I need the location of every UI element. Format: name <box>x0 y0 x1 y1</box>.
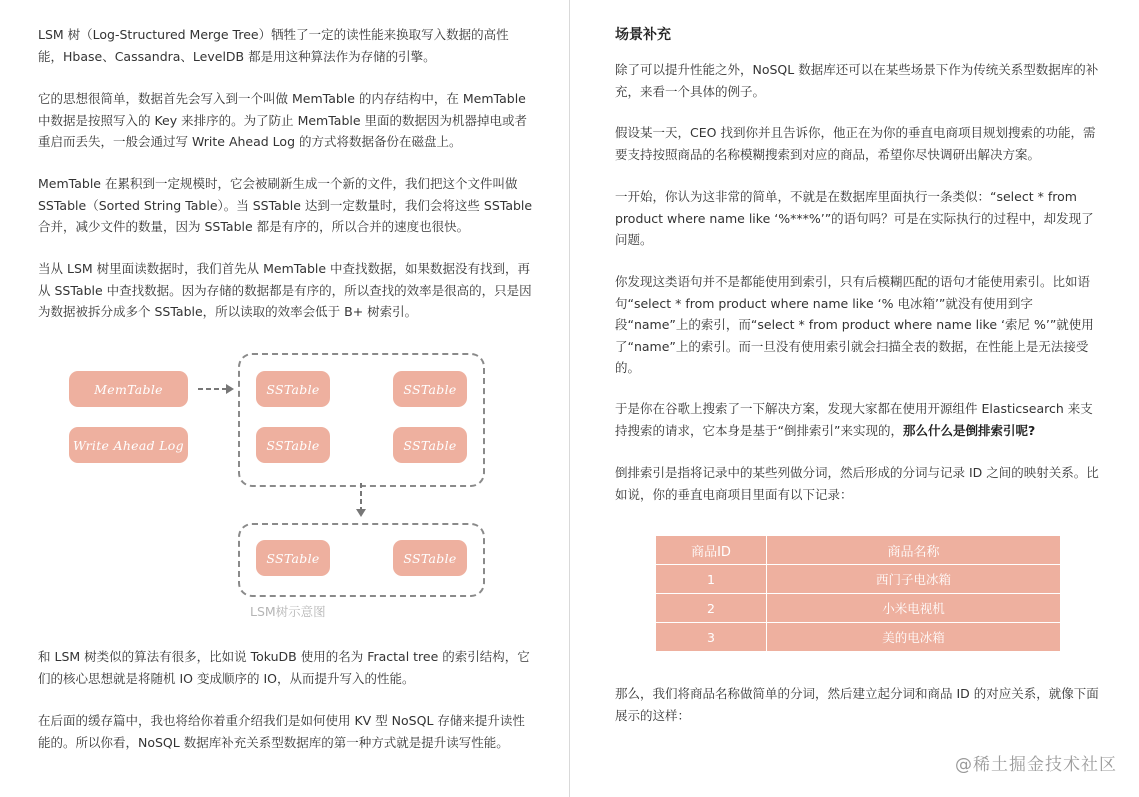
watermark: @稀土掘金技术社区 <box>955 755 1117 775</box>
left-page <box>0 0 569 797</box>
table-cell: 美的电冰箱 <box>767 623 1061 652</box>
table-cell: 西门子电冰箱 <box>767 565 1061 594</box>
arrow-right-icon <box>196 381 236 397</box>
bold-question: 那么什么是倒排索引呢? <box>902 422 1036 438</box>
sstable-block: SSTable <box>256 371 330 407</box>
right-paragraph-3: 一开始，你认为这非常的简单，不就是在数据库里面执行一条类似：“select * from product where name like ‘%***%’”的语句吗？可是在实际执行的过程中，却发现了问题。 <box>615 189 1094 247</box>
right-paragraph-1: 除了可以提升性能之外，NoSQL 数据库还可以在某些场景下作为传统关系型数据库的补充，来看一个具体的例子。 <box>615 62 1099 99</box>
sstable-block: SSTable <box>393 371 467 407</box>
lsm-tree-diagram <box>64 348 494 623</box>
left-paragraph-1: LSM 树（Log-Structured Merge Tree）牺牲了一定的读性能来换取写入数据的高性能，Hbase、Cassandra、LevelDB 都是用这种算法作为存储的引擎。 <box>38 27 509 64</box>
table-cell: 小米电视机 <box>767 594 1061 623</box>
sstable-block: SSTable <box>393 540 467 576</box>
sstable-block: SSTable <box>393 427 467 463</box>
sstable-block: SSTable <box>256 540 330 576</box>
left-paragraph-3: MemTable 在累积到一定规模时，它会被刷新生成一个新的文件，我们把这个文件叫做 SSTable（Sorted String Table）。当 SSTable 达到一定数量时，我们会将这些 SSTable 合并，减少文件的数量，因为 SSTable 都是有序的，所以合并的速度也很快。 <box>38 176 533 234</box>
right-paragraph-6: 倒排索引是指将记录中的某些列做分词，然后形成的分词与记录 ID 之间的映射关系。比如说，你的垂直电商项目里面有以下记录： <box>615 465 1099 502</box>
section-heading: 场景补充 <box>615 27 671 43</box>
product-table <box>655 535 1061 652</box>
right-paragraph-7: 那么，我们将商品名称做简单的分词，然后建立起分词和商品 ID 的对应关系，就像下面展示的这样： <box>615 686 1099 723</box>
table-header: 商品ID <box>656 536 767 565</box>
right-paragraph-2: 假设某一天，CEO 找到你并且告诉你，他正在为你的垂直电商项目规划搜索的功能，需要支持按照商品的名称模糊搜索到对应的商品，希望你尽快调研出解决方案。 <box>615 125 1096 162</box>
left-paragraph-2: 它的思想很简单，数据首先会写入到一个叫做 MemTable 的内存结构中，在 MemTable 中数据是按照写入的 Key 来排序的。为了防止 MemTable 里面的数据因为机器掉电或者重启而丢失，一般会通过写 Write Ahead Log 的方式将数据备份在磁盘上。 <box>38 91 528 149</box>
right-paragraph-5 <box>615 398 1105 441</box>
memtable-block: MemTable <box>69 371 188 407</box>
right-paragraph-4: 你发现这类语句并不是都能使用到索引，只有后模糊匹配的语句才能使用索引。比如语句“select * from product where name like ‘% 电冰箱’”就没有使用到字段“name”上的索引，而“select * from product where name like ‘索尼 %’”就使用了“name”上的索引。而一旦没有使用索引就会扫描全表的数据，在性能上是无法接受的。 <box>615 274 1094 375</box>
left-paragraph-6: 在后面的缓存篇中，我也将给你着重介绍我们是如何使用 KV 型 NoSQL 存储来提升读性能的。所以你看，NoSQL 数据库补充关系型数据库的第一种方式就是提升读写性能。 <box>38 713 525 750</box>
table-cell: 2 <box>656 594 767 623</box>
table-cell: 3 <box>656 623 767 652</box>
table-cell: 1 <box>656 565 767 594</box>
table-row <box>656 594 1061 623</box>
diagram-caption: LSM树示意图 <box>250 604 326 619</box>
table-row <box>656 623 1061 652</box>
left-paragraph-5: 和 LSM 树类似的算法有很多，比如说 TokuDB 使用的名为 Fractal tree 的索引结构，它们的核心思想就是将随机 IO 变成顺序的 IO，从而提升写入的性能。 <box>38 649 530 686</box>
page-divider <box>569 0 570 797</box>
sstable-block: SSTable <box>256 427 330 463</box>
paragraph-text: 于是你在谷歌上搜索了一下解决方案，发现大家都在使用开源组件 Elasticsearch 来支持搜索的请求，它本身是基于“倒排索引”来实现的， <box>615 401 1093 438</box>
right-page <box>571 0 1139 797</box>
table-header-row <box>656 536 1061 565</box>
arrow-down-icon <box>353 481 369 521</box>
table-row <box>656 565 1061 594</box>
table-header: 商品名称 <box>767 536 1061 565</box>
write-ahead-log-block: Write Ahead Log <box>69 427 188 463</box>
left-paragraph-4: 当从 LSM 树里面读数据时，我们首先从 MemTable 中查找数据，如果数据没有找到，再从 SSTable 中查找数据。因为存储的数据都是有序的，所以查找的效率是很高的，只是因为数据被拆分成多个 SSTable，所以读取的效率会低于 B+ 树索引。 <box>38 261 532 319</box>
